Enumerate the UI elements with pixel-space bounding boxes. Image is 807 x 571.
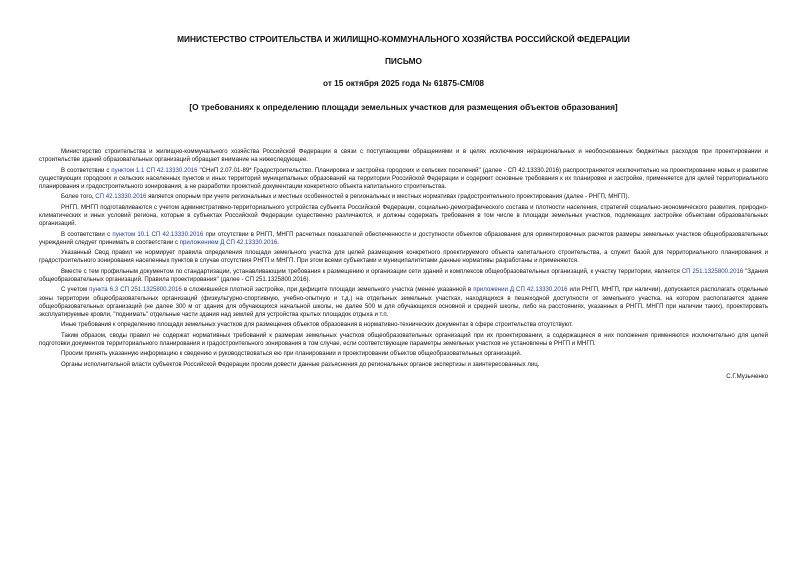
ministry-name: МИНИСТЕРСТВО СТРОИТЕЛЬСТВА И ЖИЛИЩНО-КОММУНАЛЬНОГО ХОЗЯЙСТВА РОССИЙСКОЙ ФЕДЕРАЦИИ [177,34,630,44]
paragraph-text: Указанный Свод правил не нормирует правила определения площади земельного участка для целей размещения конкретного проектируемого объекта капитального строительства, а служит базой для территориального планирования и градостроительного зонирования населенных пунктов в случае отсутствия РНГП и МНГП. При этом всеми субъектами и муниципалитетами данные нормативы разработаны и применяются. [39,249,768,265]
link-sp42-point-10-1[interactable]: пунктом 10.1 СП 42.13330.2016 [112,230,204,238]
paragraph-text: Просим принять указанную информацию к сведению и руководствоваться ею при планировании и проектировании объектов общеобразовательных организаций. [61,350,522,358]
paragraph-5 [39,231,768,247]
paragraph-text: Органы исполнительной власти субъектов Российской Федерации просим довести данные разъяснения до региональных органов экспертизы и заинтересованных лиц. [61,360,540,368]
paragraph-4 [39,204,768,229]
paragraph-text: В соответствии с [61,166,112,174]
paragraph-text: или РНГП, МНГП, при наличии), допускается располагать отдельные зоны территории общеобразовательных организаций (физкультурно-спортивную, учебно-опытную и т.д.) на отдельных земельных участках, находящихся в пешеходной доступности от земельного участка, на котором располагается здание общеобразовательных организаций (не далее 300 м от здания для обучающихся начальной школы, не далее 500 м для обучающихся основной и средней школы, либо на расстояниях, указанных в РНГП, МНГП при наличии таких), проектировать эксплуатируемые кровли, "поднимать" отдельные части здания над землей для устройства крытых площадок отдыха и т.п. [39,286,768,318]
link-sp251[interactable]: СП 251.1325800.2016 [681,267,744,275]
paragraph-9 [39,321,768,329]
paragraph-text: Вместе с тем профильным документом по стандартизации, устанавливающим требования к размещению и организации сети зданий и комплексов общеобразовательных организаций, к участку территории, является [61,267,682,275]
link-sp42-point-1-1[interactable]: пунктом 1.1 СП 42.13330.2016 [111,166,198,174]
paragraph-text: в сложившейся плотной застройке, при дефиците площади земельного участка (менее указанной в [181,286,474,294]
paragraph-6 [39,249,768,265]
paragraph-text: Министерство строительства и жилищно-коммунального хозяйства Российской Федерации в связи с поступающими обращениями и в целях исключения нерациональных и необоснованных бюджетных расходов при проектировании и строительстве зданий образовательных организаций обращает внимание на нижеследующее. [39,148,768,164]
paragraph-text: "СНиП 2.07.01-89* Градостроительство. Планировка и застройка городских и сельских поселений" (далее - СП 42.13330.2016) распространяется исключительно на проектирование новых и развитие существующих городских и сельских населенных пунктов и иных территорий муниципальных образований на территории Российской Федерации и содержит основные требования к их планировке и застройке, применяется для целей территориального планирования и градостроительного зонирования, а не разработки проектной документации конкретного объекта капитального строительства. [39,166,768,190]
paragraph-7 [39,268,768,284]
paragraph-2 [39,167,768,192]
document-header [39,34,768,113]
paragraph-text: является опорным при учете региональных и местных особенностей в региональных и местных нормативах градостроительного проектирования (далее - РНГП, МНГП). [146,193,630,201]
signature: С.Г.Музыченко [726,372,768,380]
document-subject: [О требованиях к определению площади земельных участков для размещения объектов образования] [189,102,618,112]
link-sp251-point-6-3[interactable]: пункта 6.3 СП 251.1325800.2016 [89,286,182,294]
document-body [39,148,768,381]
paragraph-text: С учетом [61,286,90,294]
paragraph-text: при отсутствии в РНГП, МНГП расчетных показателей обеспеченности и доступности объектов образования для ориентировочных расчетов размеры земельных участков общеобразовательных учреждений следует принимать в соответствии с [39,230,769,246]
paragraph-text: В соответствии с [61,230,113,238]
paragraph-text: Более того, [61,193,96,201]
document-type: ПИСЬМО [384,56,423,66]
link-sp42-appendix-d[interactable]: приложением Д СП 42.13330.2016 [179,238,278,246]
paragraph-1 [39,148,768,164]
paragraph-8 [39,286,768,319]
link-sp42-appendix-d-2[interactable]: приложении Д СП 42.13330.2016 [473,286,568,294]
paragraph-3 [39,193,768,201]
paragraph-text: Таким образом, своды правил не содержат нормативных требований к размерам земельных участков общеобразовательных организаций при их проектировании, а содержащиеся в них положения применяются исключительно для целей подготовки документов территориального планирования и градостроительного зонирования в том случае, если соответствующие параметры земельных участков не установлены в РНГП и МНГП. [39,331,768,347]
paragraph-text: "Здания общеобразовательных организаций. Правила проектирования" (далее - СП 251.1325800.2016). [39,267,768,283]
paragraph-10 [39,332,768,348]
paragraph-text: РНГП, МНГП подготавливаются с учетом административно-территориального устройства субъекта Российской Федерации, социально-демографического состава и плотности населения, стратегий социально-экономического развития, природно-климатических и иных условий региона, которые в субъектах Российской Федерации существенно различаются, и должны содержать требования в том числе в площади земельных участков, подлежащих застройке объектами образовательных организаций. [39,203,768,228]
paragraph-12 [39,361,768,369]
paragraph-text: . [277,238,279,246]
document-number: от 15 октября 2025 года № 61875-СМ/08 [322,78,485,88]
paragraph-text: Иные требования к определению площади земельных участков для размещения объектов образования в нормативно-технических документах в сфере строительства отсутствуют. [61,321,573,329]
paragraph-11 [39,350,768,358]
link-sp42[interactable]: СП 42.13330.2016 [95,193,147,201]
